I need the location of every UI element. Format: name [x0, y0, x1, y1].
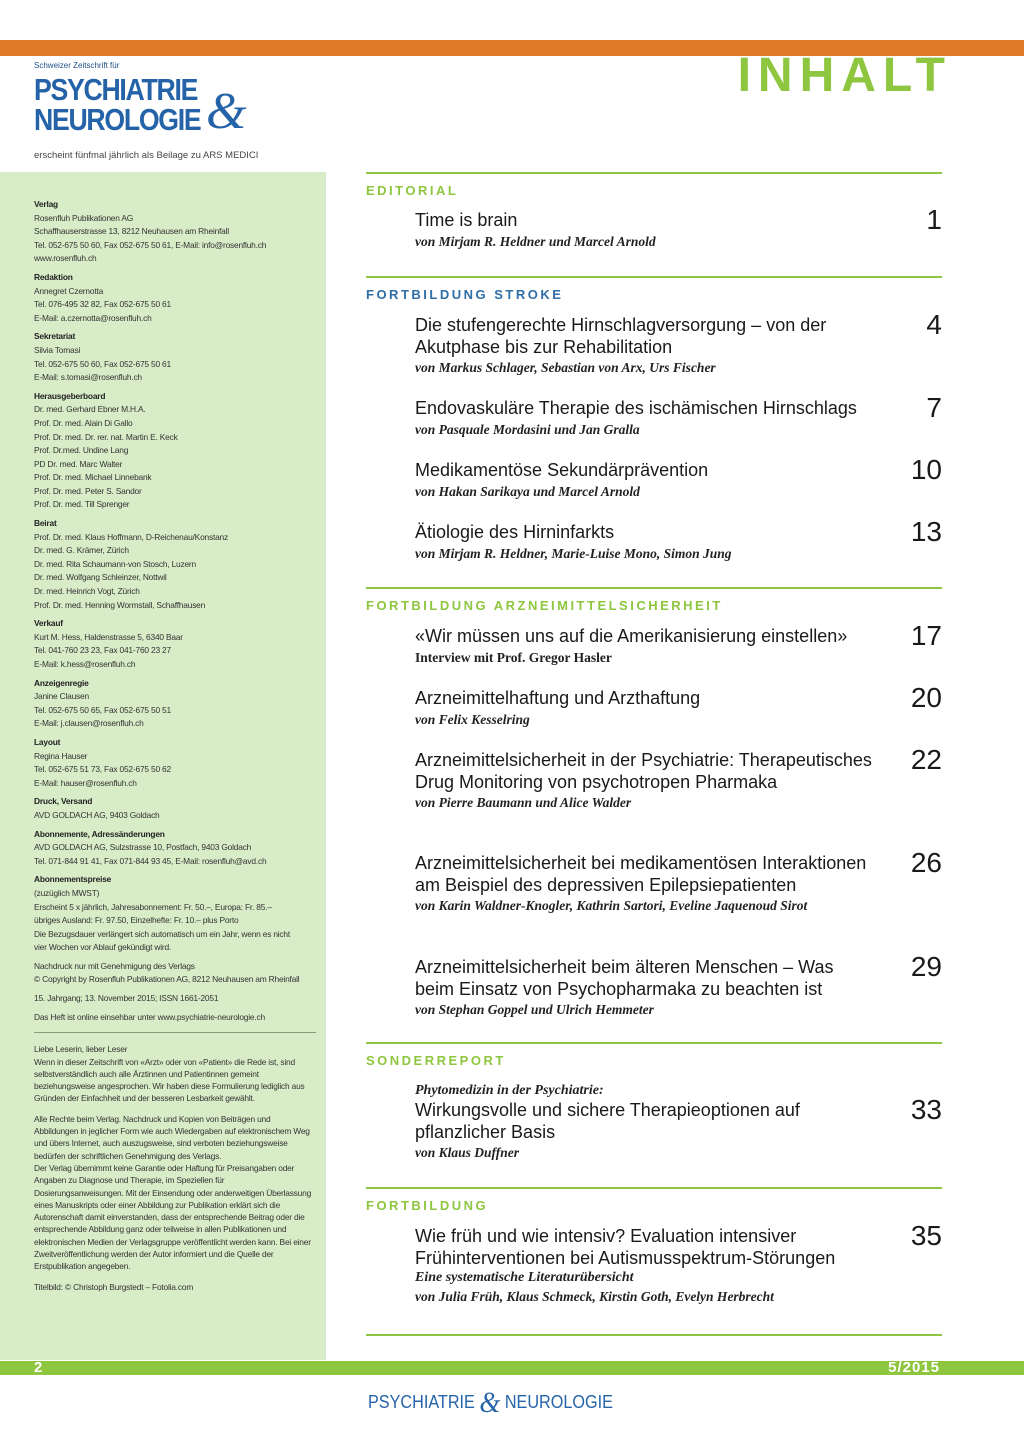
entry-title-row	[415, 847, 942, 896]
entry-title-row	[415, 1094, 942, 1143]
copyright-line: © Copyright by Rosenfluh Publikationen AG, 8212 Neuhausen am Rheinfall	[34, 974, 300, 985]
impressum-line: E-Mail: j.clausen@rosenfluh.ch	[34, 718, 144, 729]
entry-page-number: 22	[910, 744, 942, 775]
entry-page-number: 7	[926, 392, 942, 423]
impressum-line: Tel. 076-495 32 82, Fax 052-675 50 61	[34, 299, 171, 310]
entry-page-number: 20	[910, 682, 942, 713]
footer-logo-neurologie: NEUROLOGIE	[504, 1392, 613, 1412]
entry-title: Arzneimittelsicherheit bei medikamentösen Interaktionen am Beispiel des depressiven Epilepsiepatienten	[415, 853, 867, 895]
toc-entry	[415, 309, 942, 378]
entry-title-row	[415, 392, 942, 423]
toc-entry	[415, 682, 942, 730]
entry-authors: von Mirjam R. Heldner, Marie-Luise Mono, Simon Jung	[415, 545, 732, 561]
logo-psychiatrie: PSYCHIATRIE	[34, 72, 198, 107]
section-divider	[366, 172, 942, 174]
entry-authors: von Mirjam R. Heldner und Marcel Arnold	[415, 233, 656, 249]
impressum-section	[34, 677, 316, 731]
impressum-line: AVD GOLDACH AG, Sulzstrasse 10, Postfach, 9403 Goldach	[34, 842, 252, 853]
impressum-heading: Anzeigenregie	[34, 677, 89, 688]
impressum-line: Kurt M. Hess, Haldenstrasse 5, 6340 Baar	[34, 631, 183, 642]
entry-title: Wirkungsvolle und sichere Therapieoptionen auf pflanzlicher Basis	[415, 1100, 800, 1142]
impressum-line: Tel. 052-675 50 60, Fax 052-675 50 61	[34, 358, 171, 369]
entry-page-number: 33	[910, 1094, 942, 1125]
impressum-line: Dr. med. G. Krämer, Zürich	[34, 545, 129, 556]
copyright-line: Nachdruck nur mit Genehmigung des Verlags	[34, 960, 195, 971]
impressum-heading: Druck, Versand	[34, 796, 93, 807]
impressum-line: AVD GOLDACH AG, 9403 Goldach	[34, 809, 160, 820]
impressum-line: E-Mail: s.tomasi@rosenfluh.ch	[34, 372, 142, 383]
entry-authors: Interview mit Prof. Gregor Hasler	[415, 649, 612, 665]
entry-authors: von Klaus Duffner	[415, 1145, 520, 1160]
impressum-line: Tel. 052-675 51 73, Fax 052-675 50 62	[34, 764, 171, 775]
toc-entry	[415, 847, 942, 916]
entry-authors: von Markus Schlager, Sebastian von Arx, Urs Fischer	[415, 360, 716, 375]
impressum-section	[34, 517, 316, 612]
entry-page-number: 29	[910, 951, 942, 982]
impressum-line: Prof. Dr. med. Henning Wormstall, Schaffhausen	[34, 599, 206, 610]
entry-authors: von Hakan Sarikaya und Marcel Arnold	[415, 483, 640, 499]
impressum-line: Prof. Dr. med. Michael Linnebank	[34, 472, 152, 483]
impressum-line: Dr. med. Heinrich Vogt, Zürich	[34, 586, 140, 597]
impressum-line: Prof. Dr.med. Undine Lang	[34, 445, 129, 456]
toc-entry	[415, 516, 942, 564]
toc-entry	[415, 951, 942, 1020]
impressum-heading: Verkauf	[34, 618, 63, 629]
impressum-line: Prof. Dr. med. Peter S. Sandor	[34, 485, 142, 496]
section-label: FORTBILDUNG ARZNEIMITTELSICHERHEIT	[366, 598, 723, 613]
toc-entry	[415, 744, 942, 813]
impressum-line: Dr. med. Gerhard Ebner M.H.A.	[34, 404, 146, 415]
impressum-section	[34, 828, 316, 869]
entry-authors: von Karin Waldner-Knogler, Kathrin Sartori, Eveline Jaquenoud Sirot	[415, 898, 808, 913]
impressum-line: Erscheint 5 x jährlich, Jahresabonnement: Fr. 50.–, Europa: Fr. 85.–	[34, 901, 272, 912]
section-divider	[366, 276, 942, 278]
footer-logo-ampersand: &	[479, 1386, 501, 1419]
impressum-section	[34, 271, 316, 325]
impressum-line: übriges Ausland: Fr. 97.50, Einzelhefte: Fr. 10.– plus Porto	[34, 915, 239, 926]
impressum-line: Prof. Dr. med. Klaus Hoffmann, D-Reichenau/Konstanz	[34, 531, 229, 542]
section-divider	[366, 1042, 942, 1044]
logo-kicker: Schweizer Zeitschrift für	[34, 61, 120, 70]
entry-page-number: 10	[910, 454, 942, 485]
impressum-line: E-Mail: k.hess@rosenfluh.ch	[34, 659, 136, 669]
entry-title: Ätiologie des Hirninfarkts	[415, 522, 615, 542]
impressum-line: vier Wochen vor Ablauf gekündigt wird.	[34, 942, 172, 953]
impressum-section	[34, 617, 316, 671]
impressum-section	[34, 198, 316, 266]
sidebar-divider	[34, 1032, 316, 1033]
entry-authors: von Stephan Goppel und Ulrich Hemmeter	[415, 1002, 654, 1017]
section-label: FORTBILDUNG STROKE	[366, 287, 564, 302]
toc-entry	[415, 454, 942, 502]
entry-title-row	[415, 309, 942, 358]
impressum-line: Tel. 071-844 91 41, Fax 071-844 93 45, E-Mail: rosenfluh@avd.ch	[34, 855, 267, 866]
impressum-line: Annegret Czernotta	[34, 285, 104, 296]
entry-title: «Wir müssen uns auf die Amerikanisierung einstellen»	[415, 626, 848, 646]
impressum-section	[34, 795, 316, 822]
page-heading: INHALT	[737, 49, 952, 102]
impressum-heading: Layout	[34, 736, 61, 747]
issue-info: 15. Jahrgang; 13. November 2015; ISSN 1661-2051	[34, 993, 219, 1004]
entry-page-number: 35	[910, 1220, 942, 1251]
toc-entry	[415, 204, 942, 252]
impressum-line: Die Bezugsdauer verlängert sich automatisch um ein Jahr, wenn es nicht	[34, 928, 291, 939]
entry-page-number: 26	[910, 847, 942, 878]
impressum-heading: Verlag	[34, 199, 58, 209]
entry-title-row	[415, 454, 942, 485]
footer-green-bar	[0, 1361, 1024, 1375]
impressum-line: Prof. Dr. med. Alain Di Gallo	[34, 417, 133, 428]
entry-page-number: 17	[910, 620, 942, 651]
impressum-heading: Beirat	[34, 518, 57, 529]
section-divider	[366, 1187, 942, 1189]
section-divider	[366, 1334, 942, 1336]
entry-authors: von Pierre Baumann und Alice Walder	[415, 795, 632, 810]
impressum-line: (zuzüglich MWST)	[34, 887, 100, 898]
entry-subtitle: Eine systematische Literaturübersicht	[415, 1270, 634, 1285]
entry-title-row	[415, 204, 942, 235]
entry-authors: von Felix Kesselring	[415, 711, 530, 727]
toc-entry	[415, 1082, 942, 1163]
entry-kicker: Phytomedizin in der Psychiatrie:	[415, 1083, 604, 1098]
entry-page-number: 13	[910, 516, 942, 547]
impressum-heading: Abonnemente, Adressänderungen	[34, 828, 165, 839]
entry-page-number: 1	[926, 204, 942, 235]
impressum-line: Tel. 052-675 50 60, Fax 052-675 50 61, E-Mail: info@rosenfluh.ch	[34, 239, 267, 250]
impressum-heading: Redaktion	[34, 271, 73, 282]
logo-neurologie: NEUROLOGIE	[34, 102, 201, 137]
entry-title-row	[415, 516, 942, 547]
entry-title: Arzneimittelhaftung und Arzthaftung	[415, 688, 701, 708]
impressum-section	[34, 736, 316, 790]
impressum-heading: Sekretariat	[34, 331, 76, 342]
footer-logo	[368, 1384, 613, 1419]
entry-authors: von Pasquale Mordasini und Jan Gralla	[415, 421, 640, 437]
section-label: FORTBILDUNG	[366, 1198, 489, 1213]
section-divider	[366, 587, 942, 589]
entry-title-row	[415, 1220, 942, 1269]
impressum-line: www.rosenfluh.ch	[34, 253, 97, 264]
entry-authors: von Julia Früh, Klaus Schmeck, Kirstin Goth, Evelyn Herbrecht	[415, 1289, 774, 1304]
impressum-line: Janine Clausen	[34, 691, 89, 702]
legal-paragraph: Liebe Leserin, lieber Leser Wenn in dieser Zeitschrift von «Arzt» oder von «Patient» die Rede ist, sind selbstverständlich auch alle Ärztinnen und Patientinnen gemeint beziehungsweise angesprochen. Wir haben diese Formulierung lediglich aus Gründen der Einfachheit und der besseren Lesbarkeit gewählt.	[34, 1044, 305, 1104]
entry-title-row	[415, 620, 942, 651]
legal-paragraph: Titelbild: © Christoph Burgstedt – Fotolia.com	[34, 1281, 194, 1292]
entry-title: Endovaskuläre Therapie des ischämischen Hirnschlags	[415, 398, 857, 418]
entry-title-row	[415, 682, 942, 713]
footer-issue: 5/2015	[888, 1359, 940, 1376]
online-note: Das Heft ist online einsehbar unter www.psychiatrie-neurologie.ch	[34, 1011, 265, 1022]
toc-entry	[415, 1220, 942, 1307]
impressum-section	[34, 873, 316, 955]
impressum-section	[34, 330, 316, 384]
entry-title-row	[415, 744, 942, 793]
entry-title: Time is brain	[415, 210, 518, 230]
impressum-line: Schaffhauserstrasse 13, 8212 Neuhausen am Rheinfall	[34, 226, 229, 237]
legal-notes	[34, 1043, 316, 1293]
impressum-heading: Herausgeberboard	[34, 390, 106, 401]
impressum-line: Tel. 052-675 50 65, Fax 052-675 50 51	[34, 704, 171, 715]
footer-logo-psychiatrie: PSYCHIATRIE	[368, 1392, 475, 1412]
logo-ampersand: &	[206, 83, 247, 140]
toc-entry	[415, 620, 942, 668]
impressum-line: Prof. Dr. med. Till Sprenger	[34, 499, 130, 510]
section-label: EDITORIAL	[366, 183, 459, 198]
impressum-line: Dr. med. Rita Schaumann-von Stosch, Luzern	[34, 558, 196, 569]
footer-page-number: 2	[34, 1359, 43, 1376]
impressum-section	[34, 390, 316, 512]
entry-title: Die stufengerechte Hirnschlagversorgung – von der Akutphase bis zur Rehabilitation	[415, 315, 827, 357]
entry-title: Arzneimittelsicherheit beim älteren Menschen – Was beim Einsatz von Psychopharmaka zu beachten ist	[415, 957, 834, 999]
entry-title: Wie früh und wie intensiv? Evaluation intensiver Frühinterventionen bei Autismusspektrum-Störungen	[415, 1226, 836, 1268]
impressum-content	[34, 198, 316, 1301]
entry-title-row	[415, 951, 942, 1000]
impressum-line: E-Mail: a.czernotta@rosenfluh.ch	[34, 312, 152, 323]
impressum-line: E-Mail: hauser@rosenfluh.ch	[34, 777, 137, 788]
entry-title: Arzneimittelsicherheit in der Psychiatrie: Therapeutisches Drug Monitoring von psychotropen Pharmaka	[415, 750, 872, 792]
impressum-line: PD Dr. med. Marc Walter	[34, 458, 123, 469]
impressum-heading: Abonnementspreise	[34, 874, 112, 885]
entry-page-number: 4	[926, 309, 942, 340]
entry-title: Medikamentöse Sekundärprävention	[415, 460, 709, 480]
impressum-line: Tel. 041-760 23 23, Fax 041-760 23 27	[34, 645, 171, 656]
impressum-line: Prof. Dr. med. Dr. rer. nat. Martin E. Keck	[34, 431, 178, 442]
impressum-line: Silvia Tomasi	[34, 344, 81, 355]
logo-subline: erscheint fünfmal jährlich als Beilage zu ARS MEDICI	[34, 150, 259, 161]
toc-entry	[415, 392, 942, 440]
legal-paragraph: Alle Rechte beim Verlag. Nachdruck und Kopien von Beiträgen und Abbildungen in jeglicher Form wie auch Wiedergaben auf elektronischem Weg und übers Internet, auch auszugsweise, sind verboten beziehungsweise bedürfen der schriftlichen Genehmigung des Verlags. Der Verlag übernimmt keine Garantie oder Haftung für Preisangaben oder Angaben zu Diagnose und Therapie, im Speziellen für Dosierungsanweisungen. Mit der Einsendung oder anderweitigen Überlassung eines Manuskripts oder einer Abbildung zur Publikation erklärt sich die Autorenschaft damit einverstanden, dass der entsprechende Beitrag oder die entsprechende Abbildung ganz oder teilweise in allen Publikationen und elektronischen Medien der Verlagsgruppe veröffentlicht werden kann. Bei einer Zweitveröffentlichung werden der Autor informiert und die Quelle der Erstpublikation angegeben.	[34, 1113, 312, 1272]
impressum-line: Regina Hauser	[34, 750, 88, 761]
impressum-line: Dr. med. Wolfgang Schleinzer, Nottwil	[34, 572, 167, 583]
impressum-line: Rosenfluh Publikationen AG	[34, 212, 134, 223]
section-label: SONDERREPORT	[366, 1053, 506, 1068]
